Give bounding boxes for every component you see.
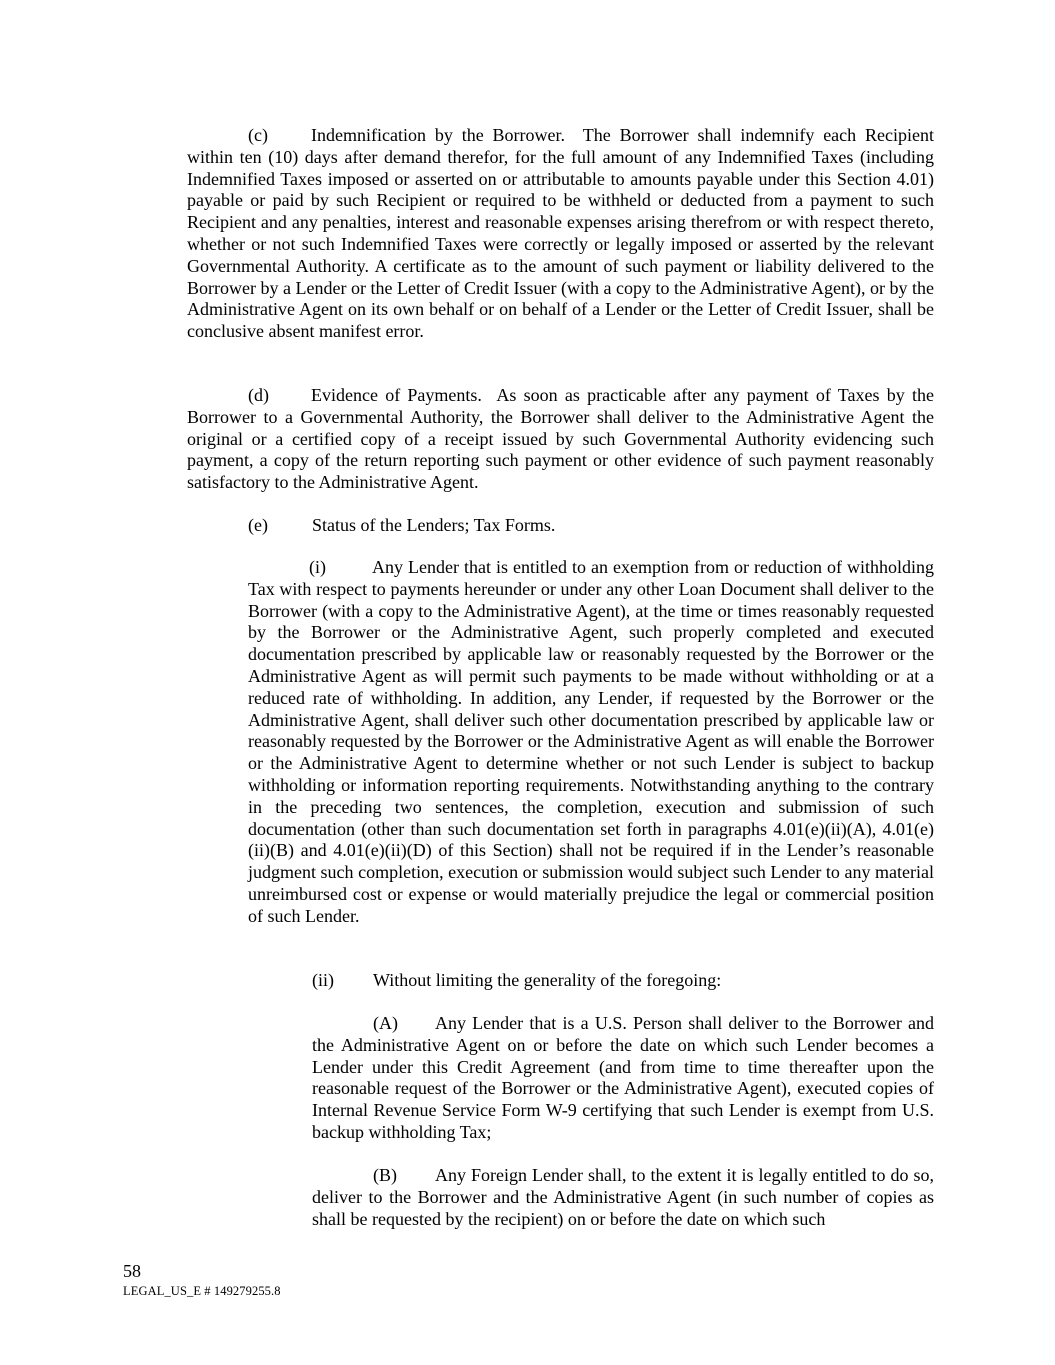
page-number: 58 (123, 1261, 141, 1281)
paragraph-text: Any Lender that is a U.S. Person shall deliver to the Borrower and the Administrative Agent on or before the date on which such Lender becomes a Lender under this Credit Agreement (and from time to time thereafter upon the reasonable request of the Borrower or the Administrative Agent), executed copies of Internal Revenue Service Form W-9 certifying that such Lender is exempt from U.S. backup withholding Tax; (312, 1013, 934, 1142)
paragraph-c (187, 125, 934, 343)
paragraph-label: (B) (373, 1165, 397, 1185)
paragraph-d (187, 385, 934, 494)
paragraph-label: (c) (248, 125, 268, 145)
paragraph-heading: Status of the Lenders; Tax Forms. (312, 515, 556, 535)
paragraph-label: (ii) (312, 970, 334, 990)
paragraph-heading: Evidence of Payments. (311, 385, 482, 405)
paragraph-text: Any Foreign Lender shall, to the extent it is legally entitled to do so, deliver to the Borrower and the Administrative Agent (in such number of copies as shall be requested by the recipient) on or before the date on which such (312, 1165, 934, 1229)
document-id: LEGAL_US_E # 149279255.8 (123, 1284, 281, 1298)
paragraph-label: (d) (248, 385, 269, 405)
paragraph-e (248, 515, 934, 537)
paragraph-e-i (248, 557, 934, 928)
paragraph-label: (i) (309, 557, 326, 577)
paragraph-text: Any Lender that is entitled to an exemption from or reduction of withholding Tax with respect to payments hereunder or under any other Loan Document shall deliver to the Borrower (with a copy to the Administrative Agent), at the time or times reasonably requested by the Borrower or the Administrative Agent, such properly completed and executed documentation prescribed by applicable law or reasonably requested by the Borrower or the Administrative Agent as will permit such payments to be made without withholding or at a reduced rate of withholding. In addition, any Lender, if requested by the Borrower or the Administrative Agent, shall deliver such other documentation prescribed by applicable law or reasonably requested by the Borrower or the Administrative Agent as will enable the Borrower or the Administrative Agent to determine whether or not such Lender is subject to backup withholding or information reporting requirements. Notwithstanding anything to the contrary in the preceding two sentences, the completion, execution and submission of such documentation (other than such documentation set forth in paragraphs 4.01(e)(ii)(A), 4.01(e)(ii)(B) and 4.01(e)(ii)(D) of this Section) shall not be required if in the Lender’s reasonable judgment such completion, execution or submission would subject such Lender to any material unreimbursed cost or expense or would materially prejudice the legal or commercial position of such Lender. (248, 557, 934, 926)
paragraph-e-ii-A (312, 1013, 934, 1144)
paragraph-label: (e) (248, 515, 268, 535)
paragraph-text: Without limiting the generality of the foregoing: (373, 970, 722, 990)
paragraph-heading: Indemnification by the Borrower. (311, 125, 566, 145)
paragraph-text: The Borrower shall indemnify each Recipient within ten (10) days after demand therefor, for the full amount of any Indemnified Taxes (including Indemnified Taxes imposed or asserted on or attributable to amounts payable under this Section 4.01) payable or paid by such Recipient or required to be withheld or deducted from a payment to such Recipient and any penalties, interest and reasonable expenses arising therefrom or with respect thereto, whether or not such Indemnified Taxes were correctly or legally imposed or asserted by the relevant Governmental Authority. A certificate as to the amount of such payment or liability delivered to the Borrower by a Lender or the Letter of Credit Issuer (with a copy to the Administrative Agent), or by the Administrative Agent on its own behalf or on behalf of a Lender or the Letter of Credit Issuer, shall be conclusive absent manifest error. (187, 125, 935, 342)
paragraph-e-ii (312, 970, 934, 992)
paragraph-label: (A) (373, 1013, 398, 1033)
paragraph-text: As soon as practicable after any payment of Taxes by the Borrower to a Governmental Authority, the Borrower shall deliver to the Administrative Agent the original or a certified copy of a receipt issued by such Governmental Authority evidencing such payment, a copy of the return reporting such payment or other evidence of such payment reasonably satisfactory to the Administrative Agent. (187, 385, 934, 493)
paragraph-e-ii-B (312, 1165, 934, 1230)
